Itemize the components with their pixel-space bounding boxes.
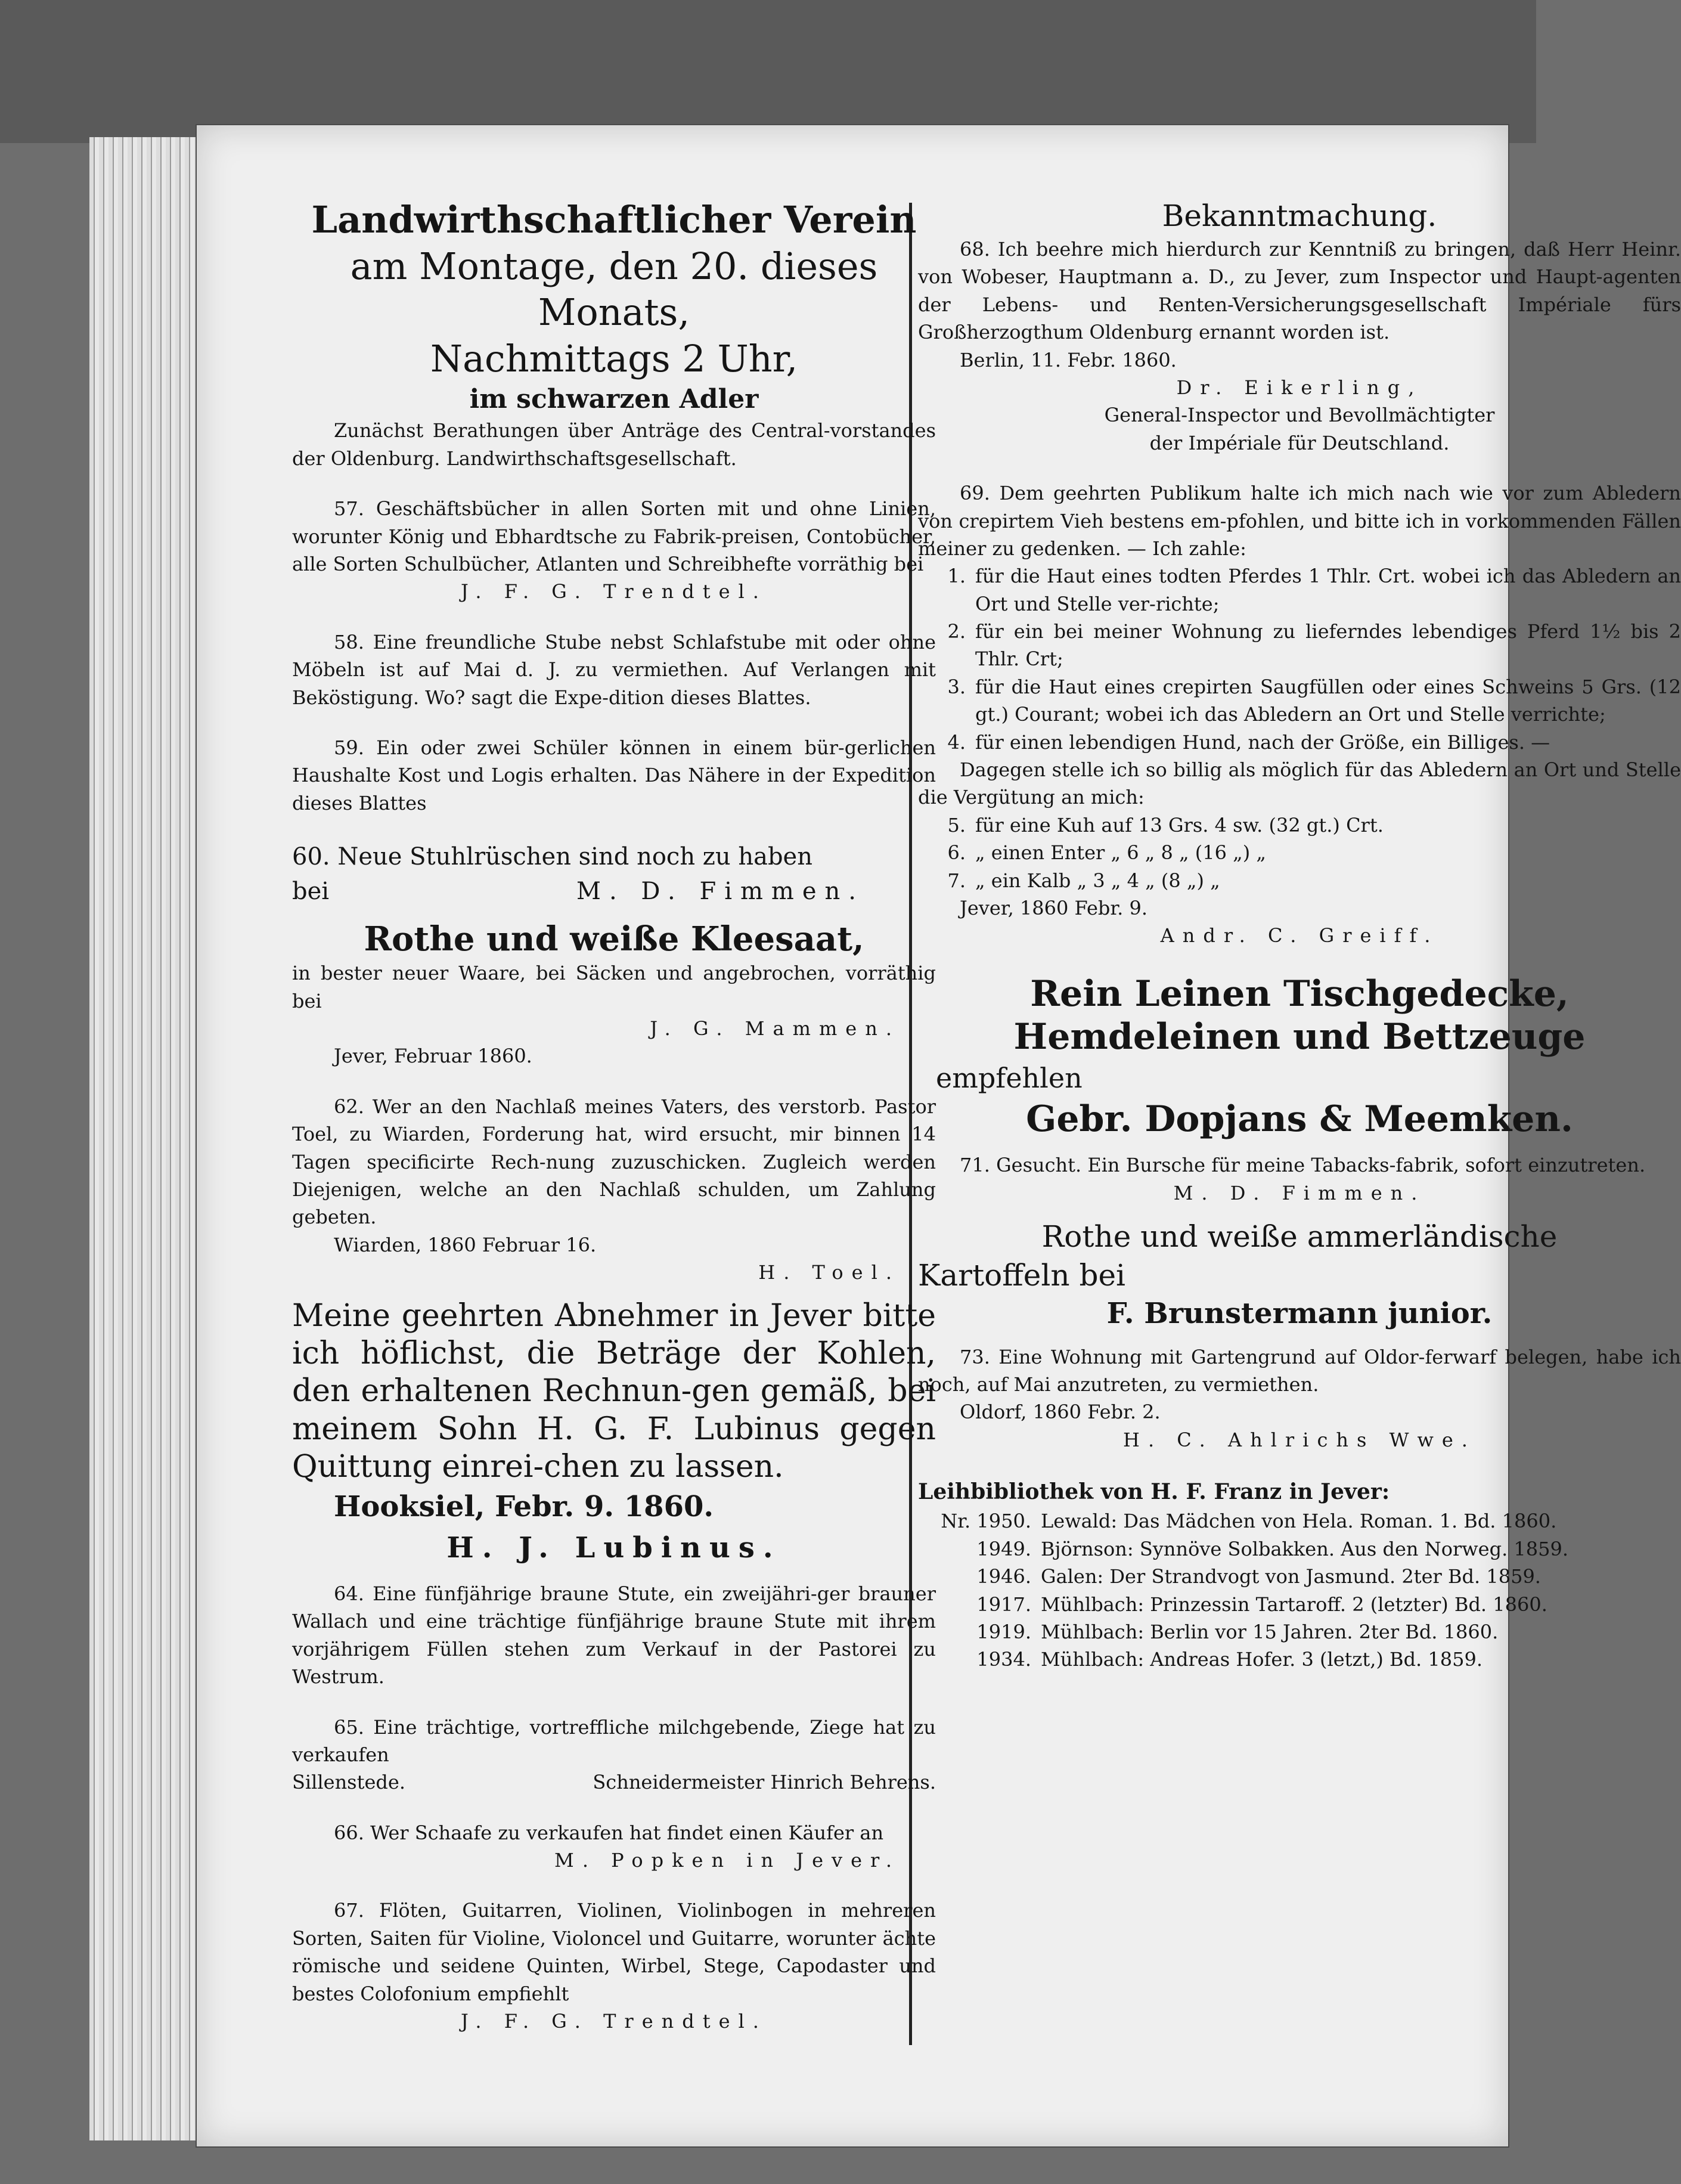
- leihbibliothek-title: Leihbibliothek von H. F. Franz in Jever:: [918, 1479, 1390, 1505]
- ad-68-signature-name: Dr. Eikerling,: [1176, 376, 1423, 399]
- ad-66-signature: M. Popken in Jever.: [554, 1849, 900, 1872]
- ad-65-signature: Schneidermeister Hinrich Behrens.: [593, 1771, 936, 1794]
- list-item: 1917. Mühlbach: Prinzessin Tartaroff. 2 (letzter) Bd. 1860.: [976, 1593, 1547, 1616]
- kartoffeln-line-1: Rothe und weiße ammerländische: [1041, 1219, 1558, 1254]
- kohlen-date: Hooksiel, Febr. 9. 1860.: [334, 1489, 714, 1523]
- ad-68-signature-company: der Impériale für Deutschland.: [1149, 431, 1450, 454]
- ad-71-signature: M. D. Fimmen.: [1173, 1181, 1426, 1204]
- ad-73-signature: H. C. Ahlrichs Wwe.: [1123, 1428, 1476, 1451]
- ad-73: 73. Eine Wohnung mit Gartengrund auf Oldor-ferwarf belegen, habe ich noch, auf Mai anzutreten, zu vermiethen.: [918, 1345, 1681, 1396]
- list-item: 7. „ ein Kalb „ 3 „ 4 „ (8 „) „: [947, 869, 1220, 892]
- ad-69-date: Jever, 1860 Febr. 9.: [960, 896, 1148, 919]
- ad-68: 68. Ich beehre mich hierdurch zur Kenntniß zu bringen, daß Herr Heinr. von Wobeser, Hauptmann a. D., zu Jever, zum Inspector und Haupt-agenten der Lebens- und Renten-Versicherungsgesellschaft Impériale fürs Großherzogthum Oldenburg ernannt worden ist.: [918, 238, 1681, 344]
- list-item: 1919. Mühlbach: Berlin vor 15 Jahren. 2ter Bd. 1860.: [976, 1620, 1499, 1643]
- ad-69: 69. Dem geehrten Publikum halte ich mich nach wie vor zum Abledern von crepirtem Vieh bestens em-pfohlen, und bitte ich in vorkommenden Fällen meiner zu gedenken. — Ich zahle:: [918, 482, 1681, 560]
- scan-backdrop: [0, 0, 1536, 143]
- left-column: [292, 197, 936, 2035]
- ad-62-signature: H. Toel.: [758, 1261, 900, 1284]
- kohlen-signature: H. J. Lubinus.: [446, 1531, 781, 1565]
- ad-59: 59. Ein oder zwei Schüler können in einem bür-gerlichen Haushalte Kost und Logis erhalten. Das Nähere in der Expedition dieses Blattes: [292, 736, 936, 814]
- ad-69-middle-text: Dagegen stelle ich so billig als möglich für das Abledern an Ort und Stelle die Vergütung an mich:: [918, 758, 1681, 809]
- ad-62: 62. Wer an den Nachlaß meines Vaters, des verstorb. Pastor Toel, zu Wiarden, Forderung hat, wird ersucht, mir binnen 14 Tagen specificirte Rech-nung zuzuschicken. Zugleich werden Diejenigen, welche an den Nachlaß schulden, um Zahlung gebeten.: [292, 1095, 936, 1229]
- verein-text: Zunächst Berathungen über Anträge des Central-vorstandes der Oldenburg. Landwirthschaftsgesellschaft.: [292, 419, 936, 470]
- ad-65-place: Sillenstede.: [292, 1771, 405, 1794]
- ad-69-signature: Andr. C. Greiff.: [1160, 924, 1439, 947]
- newspaper-page: [197, 125, 1681, 2146]
- list-item: 1934. Mühlbach: Andreas Hofer. 3 (letzt,) Bd. 1859.: [976, 1648, 1482, 1671]
- leinen-firm: Gebr. Dopjans & Meemken.: [1026, 1098, 1573, 1141]
- verein-date-line: am Montage, den 20. dieses Monats,: [350, 244, 878, 334]
- ad-60-prefix: bei: [292, 878, 330, 906]
- list-item: 1949. Björnson: Synnöve Solbakken. Aus den Norweg. 1859.: [976, 1537, 1569, 1560]
- kartoffeln-seller: F. Brunstermann junior.: [1106, 1297, 1493, 1331]
- leinen-headline-1: Rein Leinen Tischgedecke,: [1030, 972, 1569, 1015]
- list-item: 1946. Galen: Der Strandvogt von Jasmund. 2ter Bd. 1859.: [976, 1565, 1541, 1588]
- kohlen-notice: Meine geehrten Abnehmer in Jever bitte ich höflichst, die Beträge der Kohlen, den erhaltenen Rechnun-gen gemäß, bei meinem Sohn H. G. F. Lubinus gegen Quittung einrei-chen zu lassen.: [292, 1297, 936, 1485]
- ad-71: 71. Gesucht. Ein Bursche für meine Tabacks-fabrik, sofort einzutreten.: [960, 1154, 1646, 1177]
- kleesaat-signature: J. G. Mammen.: [650, 1017, 900, 1040]
- leihbibliothek-list: [918, 1507, 1681, 1673]
- ad-68-date: Berlin, 11. Febr. 1860.: [960, 348, 1177, 371]
- ad-57-signature: J. F. G. Trendtel.: [461, 580, 767, 603]
- list-item: 2. für ein bei meiner Wohnung zu lieferndes lebendiges Pferd 1½ bis 2 Thlr. Crt;: [947, 620, 1681, 671]
- list-item: 1. für die Haut eines todten Pferdes 1 Thlr. Crt. wobei ich das Abledern an Ort und Stelle ver-richte;: [947, 565, 1681, 615]
- list-item: Nr. 1950. Lewald: Das Mädchen von Hela. Roman. 1. Bd. 1860.: [941, 1510, 1557, 1533]
- right-column: [918, 197, 1681, 1674]
- ad-66: 66. Wer Schaafe zu verkaufen hat findet einen Käufer an: [334, 1821, 884, 1844]
- leinen-headline-2: Hemdeleinen und Bettzeuge: [1013, 1015, 1586, 1058]
- ad-69-price-list-2: [918, 811, 1681, 894]
- ad-58: 58. Eine freundliche Stube nebst Schlafstube mit oder ohne Möbeln ist auf Mai d. J. zu vermiethen. Auf Verlangen mit Beköstigung. Wo? sagt die Expe-dition dieses Blattes.: [292, 630, 936, 709]
- ad-67: 67. Flöten, Guitarren, Violinen, Violinbogen in mehreren Sorten, Saiten für Violine, Violoncel und Guitarre, worunter ächte römische und seidene Quinten, Wirbel, Stege, Capodaster und bestes Colofonium empfiehlt: [292, 1899, 936, 2005]
- leinen-empfehlen: empfehlen: [936, 1061, 1083, 1094]
- verein-title: Landwirthschaftlicher Verein: [311, 198, 917, 241]
- ad-68-signature-title: General-Inspector und Bevollmächtigter: [1104, 404, 1495, 427]
- kleesaat-title: Rothe und weiße Kleesaat,: [364, 919, 864, 959]
- ad-69-price-list: [918, 562, 1681, 756]
- ad-57: 57. Geschäftsbücher in allen Sorten mit und ohne Linien, worunter König und Ebhardtsche zu Fabrik-preisen, Contobücher, alle Sorten Schulbücher, Atlanten und Schreibhefte vorräthig bei: [292, 497, 936, 575]
- kleesaat-text: in bester neuer Waare, bei Säcken und angebrochen, vorräthig bei: [292, 962, 936, 1012]
- ad-60-signature: M. D. Fimmen.: [576, 878, 864, 906]
- list-item: 6. „ einen Enter „ 6 „ 8 „ (16 „) „: [947, 841, 1266, 865]
- ad-60: 60. Neue Stuhlrüschen sind noch zu haben: [292, 843, 812, 871]
- list-item: 4. für einen lebendigen Hund, nach der Größe, ein Billiges. —: [947, 730, 1550, 754]
- ad-64: 64. Eine fünfjährige braune Stute, ein zweijähri-ger brauner Wallach und eine trächtige fünfjährige braune Stute mit ihrem vorjährigem Füllen stehen zum Verkauf in der Pastorei zu Westrum.: [292, 1582, 936, 1689]
- ad-65: 65. Eine trächtige, vortreffliche milchgebende, Ziege hat zu verkaufen: [292, 1715, 936, 1766]
- list-item: 5. für eine Kuh auf 13 Grs. 4 sw. (32 gt.) Crt.: [947, 813, 1384, 837]
- list-item: 3. für die Haut eines crepirten Saugfüllen oder eines Schweins 5 Grs. (12 gt.) Courant; wobei ich das Abledern an Ort und Stelle verrichte;: [947, 675, 1681, 726]
- ad-62-date: Wiarden, 1860 Februar 16.: [334, 1233, 597, 1256]
- verein-time-line: Nachmittags 2 Uhr,: [430, 336, 798, 380]
- ad-73-date: Oldorf, 1860 Febr. 2.: [960, 1401, 1161, 1424]
- kleesaat-date: Jever, Februar 1860.: [334, 1045, 532, 1068]
- kartoffeln-line-2: Kartoffeln bei: [918, 1258, 1126, 1293]
- ad-67-signature: J. F. G. Trendtel.: [461, 2010, 767, 2033]
- verein-location-line: im schwarzen Adler: [469, 384, 759, 414]
- bekanntmachung-title: Bekanntmachung.: [1162, 199, 1437, 233]
